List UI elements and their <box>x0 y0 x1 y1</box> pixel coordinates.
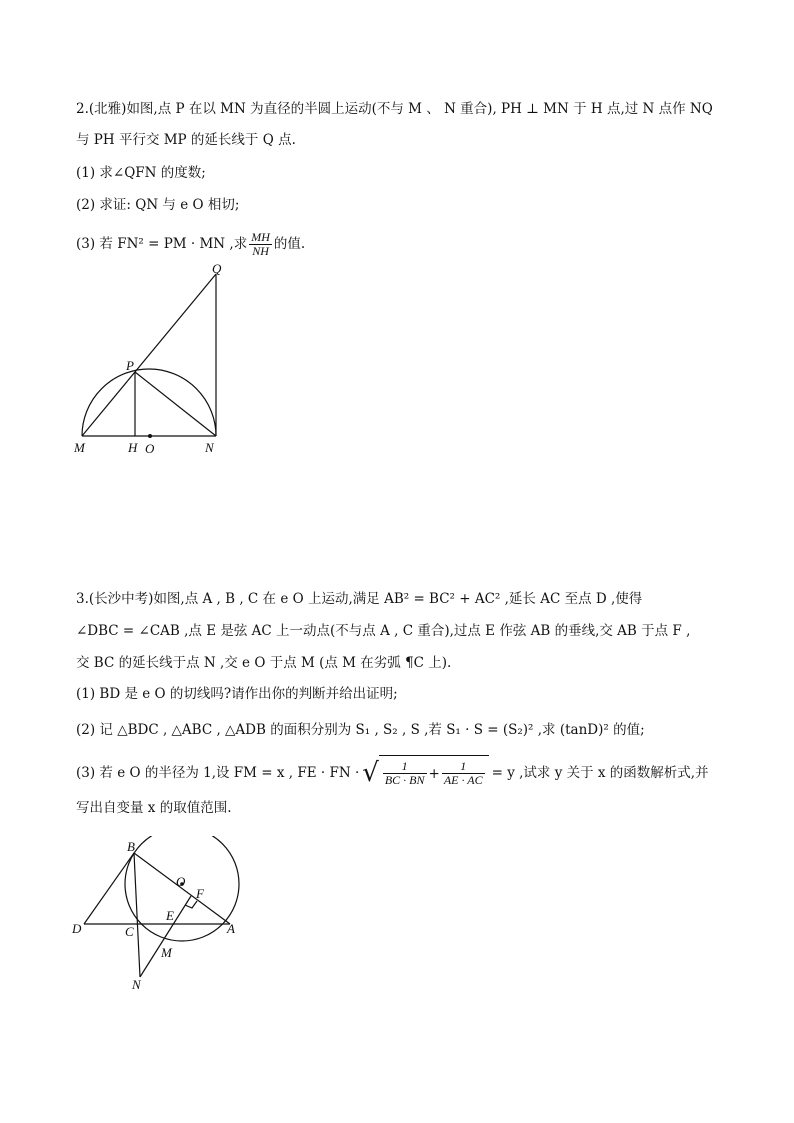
p3-q3-prefix: (3) 若 e O 的半径为 1,设 FM = x , FE · FN · <box>76 765 360 781</box>
label-c: C <box>125 924 134 939</box>
label-n: N <box>132 977 141 992</box>
p3-stem-1: 如图,点 A , B , C 在 e O 上运动,满足 AB² = BC² + AC² ,延长 AC 至点 D ,使得 <box>153 591 643 607</box>
label-o: O <box>176 874 186 889</box>
p3-question-2: (2) 记 △BDC , △ABC , △ADB 的面积分别为 S₁ , S₂ , S ,若 S₁ · S = (S₂)² ,求 (tanD)² 的值; <box>76 722 645 738</box>
p2-line1 <box>76 100 713 118</box>
label-b: B <box>127 839 135 854</box>
center-o-dot <box>148 434 152 438</box>
p2-q3-prefix: (3) 若 FN² = PM · MN ,求 <box>76 236 248 252</box>
p3-source: (长沙中考) <box>88 591 154 607</box>
p2-question-2: (2) 求证: QN 与 e O 相切; <box>76 197 240 213</box>
p3-question-3-line2: 写出自变量 x 的取值范围. <box>76 800 232 816</box>
p2-q3-suffix: 的值. <box>273 236 306 252</box>
label-f: F <box>196 886 204 901</box>
p2-source: (北雅) <box>88 101 127 117</box>
p3-q3-mid: = y ,试求 y 关于 x 的函数解析式,并 <box>491 765 709 781</box>
p2-question-1: (1) 求∠QFN 的度数; <box>76 165 206 181</box>
p2-stem-1: 如图,点 P 在以 MN 为直径的半圆上运动(不与 M 、 N 重合), PH ⊥ MN 于 H 点,过 N 点作 NQ <box>126 101 713 117</box>
p3-question-3 <box>76 752 709 794</box>
line-bn <box>134 853 140 977</box>
label-q: Q <box>212 262 222 276</box>
p2-q3-frac-den: NH <box>252 243 269 258</box>
p3-question-1: (1) BD 是 e O 的切线吗?请作出你的判断并给出证明; <box>76 686 398 702</box>
line-pn <box>135 372 216 436</box>
p3-stem-3: 交 BC 的延长线于点 N ,交 e O 于点 M (点 M 在劣弧 ¶C 上). <box>76 655 452 671</box>
p2-stem-2: 与 PH 平行交 MP 的延长线于 Q 点. <box>76 132 296 148</box>
label-o: O <box>145 441 155 456</box>
label-p: P <box>126 358 134 373</box>
p3-q3-frac1 <box>383 760 427 787</box>
sqrt-radical-icon: √ <box>362 758 379 788</box>
p3-q3-sqrt <box>362 755 488 791</box>
p3-q3-frac1-den: BC · BN <box>384 773 425 787</box>
semicircle <box>82 369 216 436</box>
p3-line1 <box>76 590 642 608</box>
p3-q3-frac1-num: 1 <box>383 760 427 774</box>
p3-figure <box>68 836 248 996</box>
label-m: M <box>161 945 172 960</box>
p2-q3-fraction <box>249 231 272 258</box>
label-d: D <box>72 921 82 936</box>
p2-number: 2. <box>76 101 89 117</box>
label-h: H <box>128 440 138 455</box>
p3-number: 3. <box>76 591 89 607</box>
line-mq <box>82 274 216 436</box>
sqrt-body <box>379 755 489 791</box>
label-e: E <box>166 908 174 923</box>
p2-figure <box>70 262 230 462</box>
p3-q3-frac2-den: AE · AC <box>443 773 483 787</box>
label-m: M <box>74 440 85 455</box>
label-a: A <box>227 921 235 936</box>
p3-q3-plus: + <box>428 765 440 782</box>
p2-q3-frac-num: MH <box>251 229 270 244</box>
line-bd <box>84 853 134 924</box>
p3-q3-frac2-num: 1 <box>442 760 485 774</box>
p2-question-3 <box>76 226 305 262</box>
label-n: N <box>205 440 214 455</box>
p3-stem-2: ∠DBC = ∠CAB ,点 E 是弦 AC 上一动点(不与点 A , C 重合),过点 E 作弦 AB 的垂线,交 AB 于点 F , <box>76 623 691 639</box>
p3-q3-frac2 <box>442 760 485 787</box>
